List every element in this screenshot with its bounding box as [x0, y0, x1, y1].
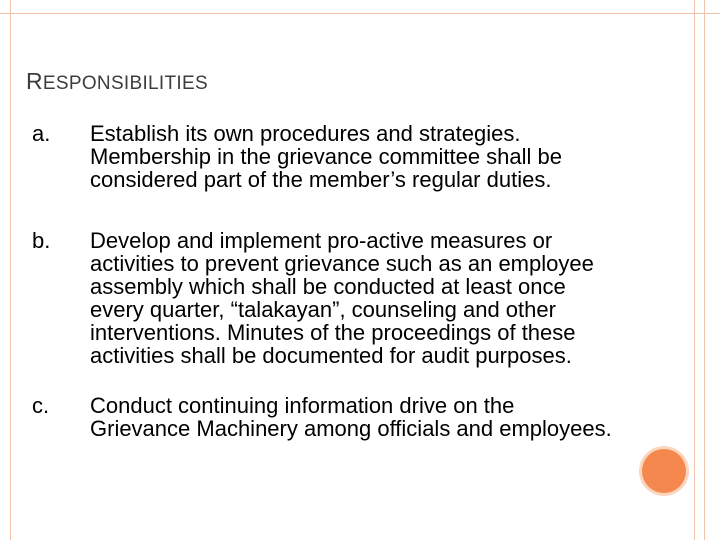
item-text	[90, 122, 700, 191]
frame-line-right-outer	[704, 0, 705, 540]
item-line: activities shall be documented for audit purposes.	[90, 343, 572, 368]
item-line: activities to prevent grievance such as an employee	[90, 251, 594, 276]
title-rest: ESPONSIBILITIES	[42, 73, 208, 94]
item-line: Grievance Machinery among officials and employees.	[90, 416, 612, 441]
item-line: interventions. Minutes of the proceedings of these	[90, 320, 576, 345]
item-marker: a.	[32, 121, 51, 146]
item-line: Develop and implement pro-active measures or	[90, 228, 553, 253]
title-first-letter: R	[26, 68, 43, 94]
item-text	[90, 229, 700, 367]
frame-line-top	[0, 13, 720, 14]
item-line: Membership in the grievance committee shall be	[90, 144, 563, 169]
item-line: assembly which shall be conducted at least once	[90, 274, 566, 299]
item-text	[90, 394, 700, 440]
item-line: Establish its own procedures and strategies.	[90, 121, 521, 146]
item-marker: c.	[32, 393, 50, 418]
slide-title	[26, 68, 208, 95]
item-line: every quarter, “talakayan”, counseling and other	[90, 297, 556, 322]
frame-line-left	[10, 0, 11, 540]
item-marker: b.	[32, 228, 51, 253]
decorative-circle	[642, 449, 686, 493]
item-line: considered part of the member’s regular duties.	[90, 167, 552, 192]
item-line: Conduct continuing information drive on the	[90, 393, 515, 418]
